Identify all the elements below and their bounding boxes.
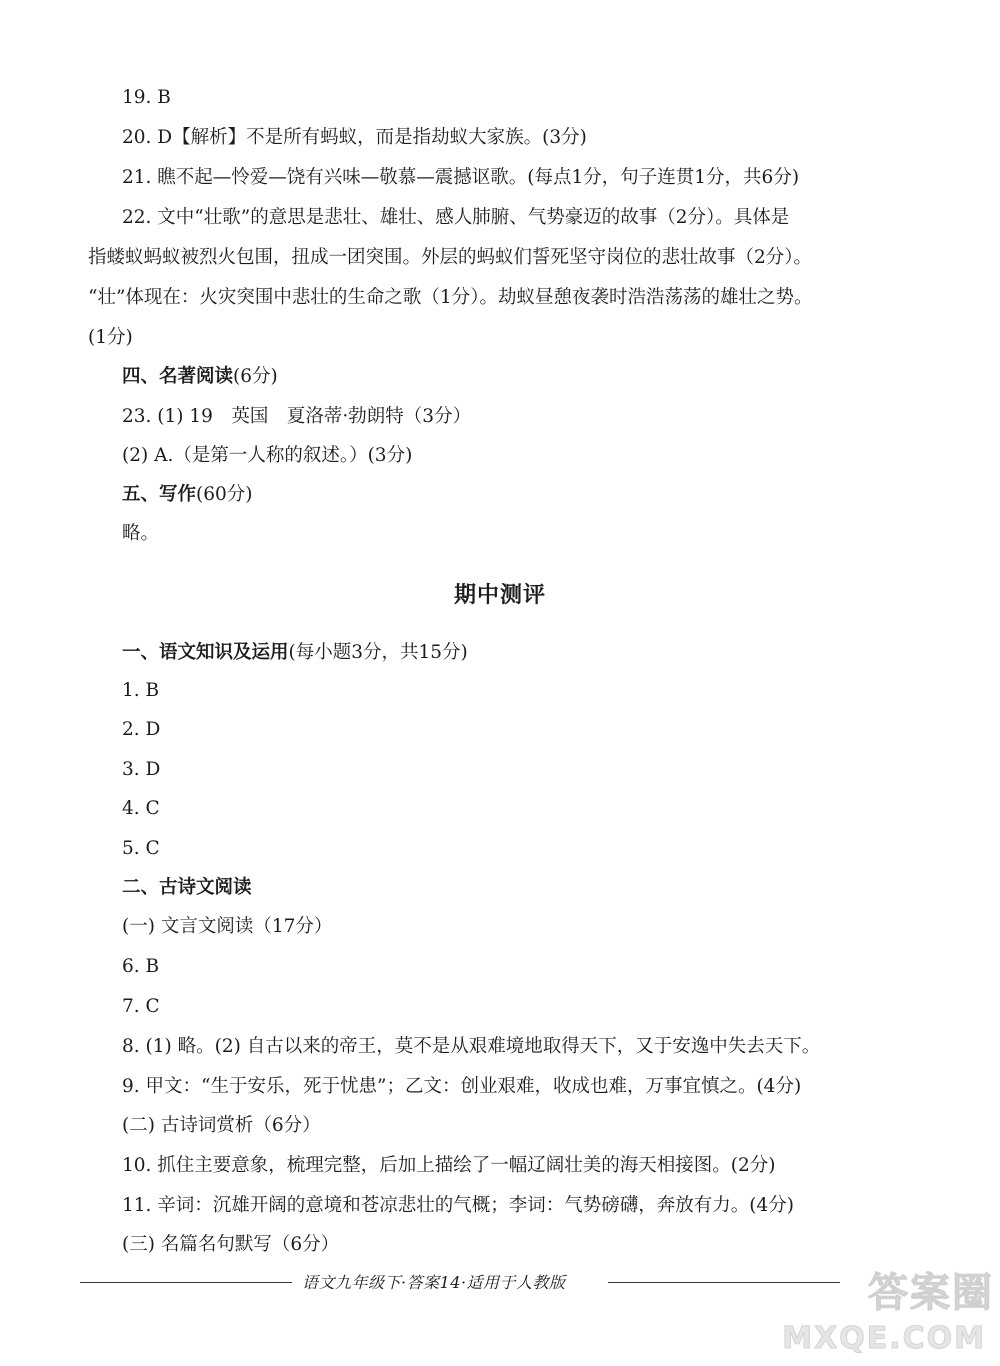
part5-answer: 略。 [122,523,160,544]
part5-heading-score: (60分) [196,484,253,505]
answer-22-line1: 22. 文中“壮歌”的意思是悲壮、雄壮、感人肺腑、气势豪迈的故事（2分）。具体是 [122,207,790,228]
page-footer [80,1268,840,1298]
midterm-part2-heading: 二、古诗文阅读 [122,877,252,898]
answer-4: 4. C [122,798,160,819]
midterm-sub3: (三) 名篇名句默写（6分） [122,1234,340,1255]
answer-9: 9. 甲文：“生于安乐，死于忧患”；乙文：创业艰难，收成也难，万事宜慎之。(4分) [122,1076,802,1097]
answer-3: 3. D [122,759,161,780]
midterm-sub2: (二) 古诗词赏析（6分） [122,1115,321,1136]
answer-22-line2: 指蝼蚁蚂蚁被烈火包围，扭成一团突围。外层的蚂蚁们誓死坚守岗位的悲壮故事（2分）。 [88,247,813,268]
part4-heading-label: 四、名著阅读 [122,366,234,387]
answer-8: 8. (1) 略。(2) 自古以来的帝王，莫不是从艰难境地取得天下，又于安逸中失去天下。 [122,1036,821,1057]
answer-21: 21. 瞧不起—怜爱—饶有兴味—敬慕—震撼讴歌。(每点1分，句子连贯1分，共6分) [122,167,800,188]
midterm-part1-heading-score: (每小题3分，共15分) [288,642,468,663]
part5-heading [122,482,870,508]
midterm-sub1: (一) 文言文阅读（17分） [122,916,333,937]
answer-23-2: (2) A.（是第一人称的叙述。）(3分) [122,445,413,466]
midterm-part1-heading [122,640,870,666]
part4-heading [122,364,870,390]
answer-5: 5. C [122,838,160,859]
footer-rule-left [80,1282,292,1283]
answer-10: 10. 抓住主要意象，梳理完整，后加上描绘了一幅辽阔壮美的海天相接图。(2分) [122,1155,776,1176]
section-title: 期中测评 [453,583,546,608]
part5-heading-label: 五、写作 [122,484,197,505]
answer-23-1: 23. (1) 19 英国 夏洛蒂·勃朗特（3分） [122,406,472,427]
answer-19: 19. B [122,87,171,108]
answer-11: 11. 辛词：沉雄开阔的意境和苍凉悲壮的气概；李词：气势磅礴，奔放有力。(4分) [122,1195,795,1216]
answer-1: 1. B [122,680,160,701]
answer-22-line3: “壮”体现在：火灾突围中悲壮的生命之歌（1分）。劫蚁昼憩夜袭时浩浩荡荡的雄壮之势。 [88,287,813,308]
part4-heading-score: (6分) [233,366,278,387]
watermark-top-text: 答案圈 [868,1270,994,1316]
watermark-logo [782,1261,994,1356]
midterm-part1-heading-label: 一、语文知识及运用 [122,642,289,663]
answer-2: 2. D [122,719,161,740]
watermark-bottom-text: MXQE.COM [782,1321,986,1356]
answer-22-line4: (1分) [88,327,133,348]
answer-7: 7. C [122,996,160,1017]
answer-6: 6. B [122,956,160,977]
footer-text: 语文九年级下·答案14·适用于人教版 [302,1273,566,1292]
answer-20: 20. D【解析】不是所有蚂蚁，而是指劫蚁大家族。(3分) [122,127,587,148]
